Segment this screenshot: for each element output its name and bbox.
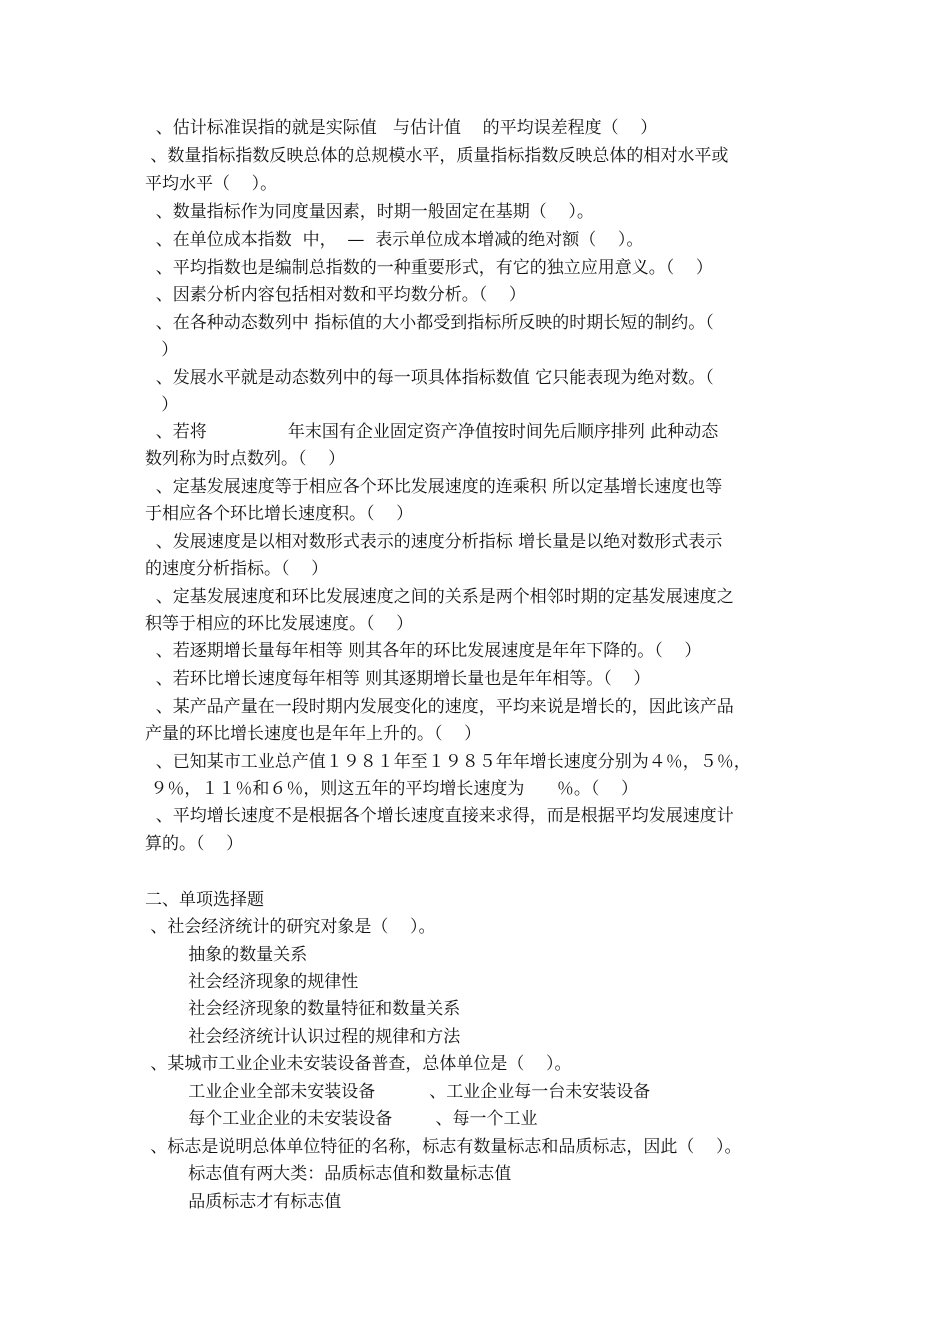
tf-line: 、因素分析内容包括相对数和平均数分析。（ ） [145,285,526,305]
mc-line: 社会经济现象的规律性 [145,972,359,992]
tf-line: 、数量指标指数反映总体的总规模水平，质量指标指数反映总体的相对水平或 [145,146,729,166]
tf-line: 、已知某市工业总产值１９８１年至１９８５年年增长速度分别为４％，５％， [145,752,751,772]
mc-line: 、社会经济统计的研究对象是（ ）。 [145,917,436,937]
tf-line: 、在各种动态数列中 指标值的大小都受到指标所反映的时期长短的制约。（ [145,313,714,333]
tf-line: 、若环比增长速度每年相等 则其逐期增长量也是年年相等。（ ） [145,669,651,689]
tf-line: 算的。（ ） [145,834,244,854]
tf-line: 、发展水平就是动态数列中的每一项具体指标数值 它只能表现为绝对数。（ [145,368,714,388]
tf-line: 、在单位成本指数 中， — 表示单位成本增减的绝对额（ ）。 [145,230,644,250]
mc-line: 、标志是说明总体单位特征的名称，标志有数量标志和品质标志，因此（ ）。 [145,1137,742,1157]
mc-line: 抽象的数量关系 [145,945,308,965]
tf-line: 、估计标准误指的就是实际值 与估计值 的平均误差程度（ ） [145,118,658,138]
tf-line: 积等于相应的环比发展速度。（ ） [145,614,414,634]
mc-line: 品质标志才有标志值 [145,1192,342,1212]
mc-line: 每个工业企业的未安装设备 、每一个工业 [145,1109,538,1129]
tf-line: ） [145,340,179,360]
mc-line: 、某城市工业企业未安装设备普查，总体单位是（ ）。 [145,1054,572,1074]
tf-line: 、平均指数也是编制总指数的一种重要形式，有它的独立应用意义。（ ） [145,258,713,278]
tf-line: 、发展速度是以相对数形式表示的速度分析指标 增长量是以绝对数形式表示 [145,532,723,552]
tf-line: 平均水平（ ）。 [145,174,278,194]
mc-line: 社会经济现象的数量特征和数量关系 [145,999,461,1019]
section-title: 二、单项选择题 [145,890,264,910]
tf-line: 、定基发展速度等于相应各个环比发展速度的连乘积 所以定基增长速度也等 [145,477,723,497]
tf-line: 产量的环比增长速度也是年年上升的。（ ） [145,724,482,744]
tf-line: 的速度分析指标。（ ） [145,559,329,579]
tf-line: 、若逐期增长量每年相等 则其各年的环比发展速度是年年下降的。（ ） [145,641,702,661]
tf-line: ） [145,395,179,415]
tf-line: 于相应各个环比增长速度积。（ ） [145,504,414,524]
tf-line: 、某产品产量在一段时期内发展变化的速度，平均来说是增长的，因此该产品 [145,697,734,717]
mc-line: 标志值有两大类：品质标志值和数量标志值 [145,1164,512,1184]
tf-line: 、若将 年末国有企业固定资产净值按时间先后顺序排列 此种动态 [145,422,719,442]
tf-line: ９％，１１％和６％，则这五年的平均增长速度为 ％。（ ） [145,779,638,799]
tf-line: 数列称为时点数列。（ ） [145,449,346,469]
tf-line: 、定基发展速度和环比发展速度之间的关系是两个相邻时期的定基发展速度之 [145,587,734,607]
tf-line: 、平均增长速度不是根据各个增长速度直接来求得，而是根据平均发展速度计 [145,806,734,826]
mc-line: 工业企业全部未安装设备 、工业企业每一台未安装设备 [145,1082,651,1102]
mc-line: 社会经济统计认识过程的规律和方法 [145,1027,461,1047]
tf-line: 、数量指标作为同度量因素，时期一般固定在基期（ ）。 [145,202,594,222]
